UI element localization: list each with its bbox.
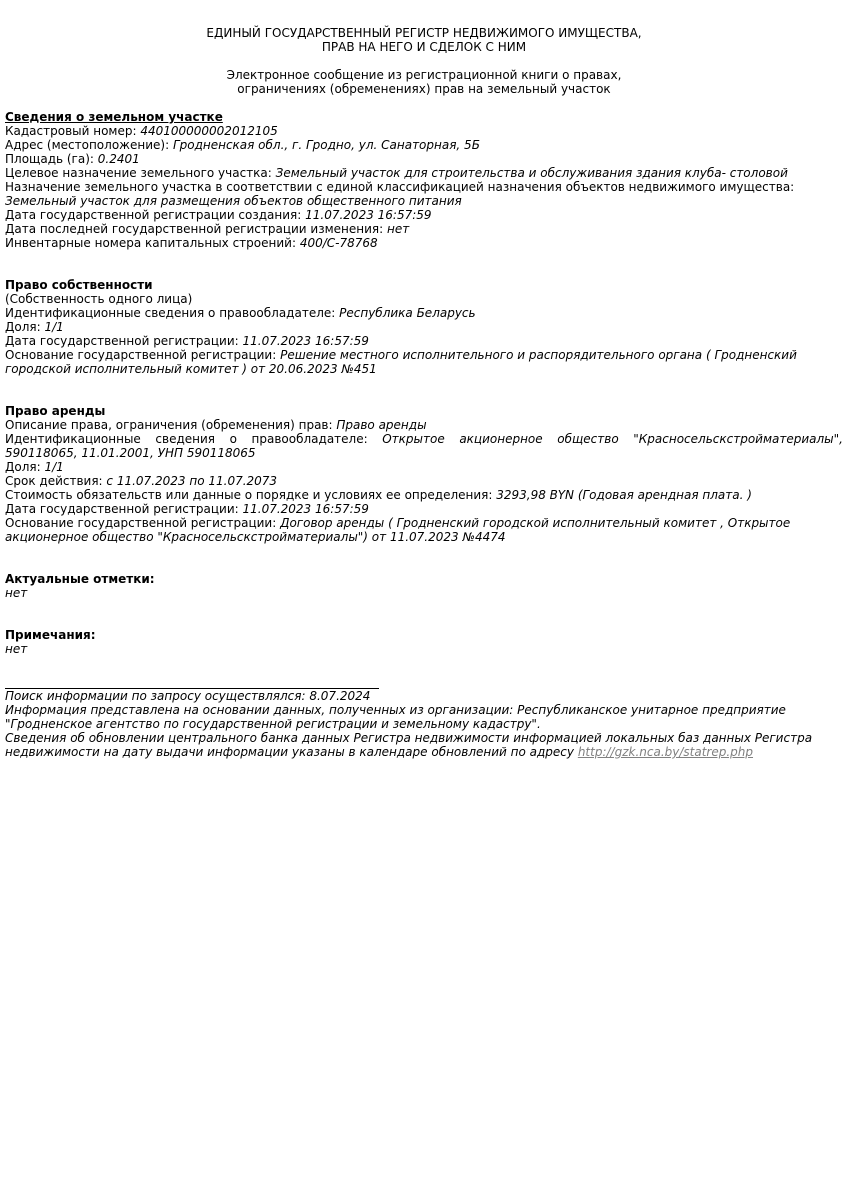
lease-term-row [5, 474, 843, 488]
inventory-value: 400/С-78768 [299, 236, 378, 250]
lease-term-label: Срок действия: [5, 474, 107, 488]
lease-description-label: Описание права, ограничения (обременения) прав: [5, 418, 337, 432]
footer-update-row [5, 731, 843, 759]
lease-reg-date-row [5, 502, 843, 516]
purpose-value: Земельный участок для строительства и обслуживания здания клуба- столовой [275, 166, 788, 180]
header-title-line-1: ЕДИНЫЙ ГОСУДАРСТВЕННЫЙ РЕГИСТР НЕДВИЖИМОГО ИМУЩЕСТВА, [206, 26, 642, 40]
lease-title: Право аренды [5, 404, 106, 418]
footer-search-date: Поиск информации по запросу осуществлялся: 8.07.2024 [5, 689, 371, 703]
ownership-holder-value: Республика Беларусь [339, 306, 476, 320]
actual-marks-section [5, 572, 843, 600]
lease-term-value: с 11.07.2023 по 11.07.2073 [106, 474, 278, 488]
lease-basis-label: Основание государственной регистрации: [5, 516, 281, 530]
lease-cost-value: 3293,98 BYN (Годовая арендная плата. ) [496, 488, 752, 502]
lease-holder-label: Идентификационные сведения о правообладателе: [5, 432, 383, 446]
ownership-section [5, 278, 843, 376]
purpose-label: Целевое назначение земельного участка: [5, 166, 276, 180]
creation-date-label: Дата государственной регистрации создания: [5, 208, 306, 222]
classification-row [5, 180, 843, 208]
lease-basis-row [5, 516, 843, 544]
last-change-row [5, 222, 843, 236]
area-row [5, 152, 843, 166]
lease-description-row [5, 418, 843, 432]
lease-cost-row [5, 488, 843, 502]
footer-update-info: Сведения об обновлении центрального банка данных Регистра недвижимости информацией локальных баз данных Регистра недвижимости на дату выдачи информации указаны в календаре обновлений по адресу [5, 731, 813, 759]
ownership-reg-date-value: 11.07.2023 16:57:59 [242, 334, 369, 348]
ownership-share-label: Доля: [5, 320, 45, 334]
last-change-label: Дата последней государственной регистрации изменения: [5, 222, 387, 236]
notes-title: Примечания: [5, 628, 96, 642]
address-value: Гродненская обл., г. Гродно, ул. Санаторная, 5Б [172, 138, 480, 152]
address-label: Адрес (местоположение): [5, 138, 173, 152]
lease-holder-row [5, 432, 843, 460]
lease-description-value: Право аренды [336, 418, 427, 432]
lease-share-label: Доля: [5, 460, 45, 474]
actual-marks-title: Актуальные отметки: [5, 572, 155, 586]
land-plot-section [5, 110, 843, 250]
ownership-holder-label: Идентификационные сведения о правообладателе: [5, 306, 340, 320]
ownership-holder-row [5, 306, 843, 320]
inventory-label: Инвентарные номера капитальных строений: [5, 236, 300, 250]
classification-value: Земельный участок для размещения объектов общественного питания [5, 194, 462, 208]
lease-holder-value: Открытое акционерное общество "Красносельскстройматериалы", 590118065, 11.01.2001, УНП 590118065 [5, 432, 843, 460]
ownership-basis-row [5, 348, 843, 376]
document-header [5, 26, 843, 54]
cadastral-number-value: 440100000002012105 [140, 124, 278, 138]
ownership-type: (Собственность одного лица) [5, 292, 193, 306]
document-page [5, 26, 843, 759]
creation-date-row [5, 208, 843, 222]
cadastral-number-row [5, 124, 843, 138]
lease-basis-value: Договор аренды ( Гродненский городской исполнительный комитет , Открытое акционерное общество "Красносельскстройматериалы") от 11.07.2023 №4474 [5, 516, 791, 544]
land-plot-title: Сведения о земельном участке [5, 110, 223, 124]
lease-section [5, 404, 843, 544]
lease-cost-label: Стоимость обязательств или данные о порядке и условиях ее определения: [5, 488, 497, 502]
cadastral-number-label: Кадастровый номер: [5, 124, 141, 138]
purpose-row [5, 166, 843, 180]
document-footer [5, 689, 843, 759]
subheader-line-1: Электронное сообщение из регистрационной книги о правах, [226, 68, 622, 82]
address-row [5, 138, 843, 152]
header-title-line-2: ПРАВ НА НЕГО И СДЕЛОК С НИМ [321, 40, 527, 54]
area-label: Площадь (га): [5, 152, 98, 166]
inventory-row [5, 236, 843, 250]
ownership-reg-date-row [5, 334, 843, 348]
ownership-reg-date-label: Дата государственной регистрации: [5, 334, 243, 348]
document-subheader [5, 68, 843, 96]
ownership-share-row [5, 320, 843, 334]
ownership-title: Право собственности [5, 278, 153, 292]
last-change-value: нет [386, 222, 410, 236]
lease-share-value: 1/1 [44, 460, 64, 474]
lease-reg-date-label: Дата государственной регистрации: [5, 502, 243, 516]
classification-label: Назначение земельного участка в соответствии с единой классификацией назначения объектов недвижимого имущества: [5, 180, 795, 194]
notes-value: нет [5, 642, 28, 656]
lease-share-row [5, 460, 843, 474]
notes-section [5, 628, 843, 656]
area-value: 0.2401 [97, 152, 140, 166]
ownership-basis-value: Решение местного исполнительного и распорядительного органа ( Гродненский городской исполнительный комитет ) от 20.06.2023 №451 [5, 348, 797, 376]
creation-date-value: 11.07.2023 16:57:59 [305, 208, 432, 222]
lease-reg-date-value: 11.07.2023 16:57:59 [242, 502, 369, 516]
subheader-line-2: ограничениях (обременениях) прав на земельный участок [237, 82, 611, 96]
statrep-link[interactable]: http://gzk.nca.by/statrep.php [577, 745, 754, 759]
footer-source: Информация представлена на основании данных, полученных из организации: Республиканское унитарное предприятие "Гродненское агентство по государственной регистрации и земельному кадастру". [5, 703, 786, 731]
ownership-share-value: 1/1 [44, 320, 64, 334]
actual-marks-value: нет [5, 586, 28, 600]
ownership-basis-label: Основание государственной регистрации: [5, 348, 281, 362]
